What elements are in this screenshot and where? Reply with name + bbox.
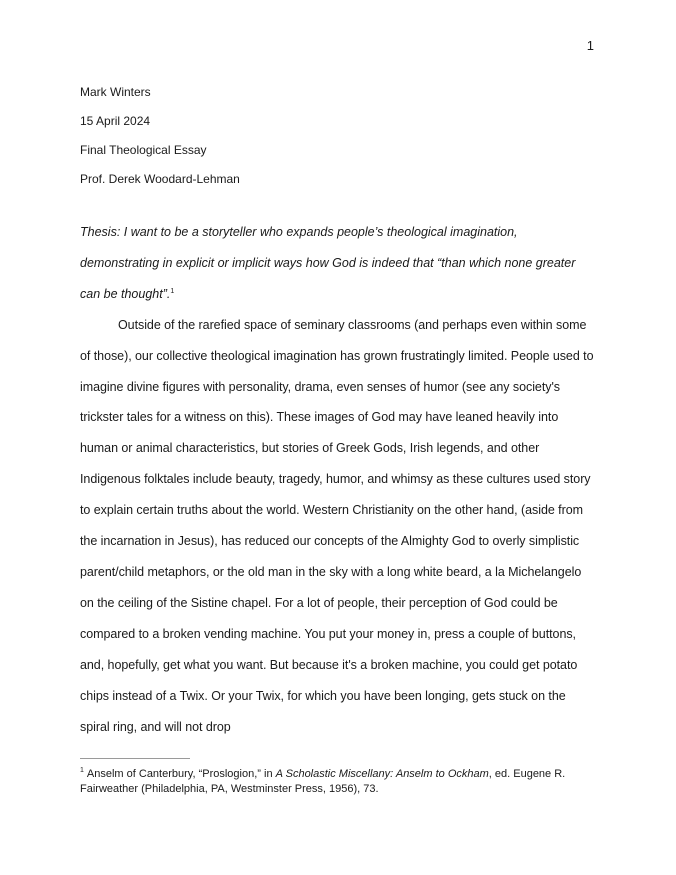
author-name: Mark Winters bbox=[80, 85, 151, 99]
footnote-number: 1 bbox=[80, 767, 84, 775]
footnote-separator bbox=[80, 758, 190, 759]
professor-name: Prof. Derek Woodard-Lehman bbox=[80, 172, 240, 186]
footnote-reference[interactable]: 1 bbox=[170, 287, 175, 295]
essay-title: Final Theological Essay bbox=[80, 143, 207, 157]
footnote bbox=[80, 767, 600, 797]
page-number: 1 bbox=[586, 38, 594, 53]
essay-header bbox=[80, 78, 600, 194]
essay-body bbox=[80, 217, 598, 742]
thesis-text: Thesis: I want to be a storyteller who expands people’s theological imagination, demonstrating in explicit or implicit ways how God is indeed that “than which none greater can be thought”. bbox=[80, 225, 576, 301]
body-paragraph: Outside of the rarefied space of seminary classrooms (and perhaps even within some of those), our collective theological imagination has grown frustratingly limited. People used to imagine divine figures with personality, drama, even senses of humor (see any society's trickster tales for a witness on this). These images of God may have leaned heavily into human or animal characteristics, but stories of Greek Gods, Irish legends, and other Indigenous folktales include beauty, tragedy, humor, and whimsy as these cultures used story to explain certain truths about the world. Western Christianity on the other hand, (aside from the incarnation in Jesus), has reduced our concepts of the Almighty God to overly simplistic parent/child metaphors, or the old man in the sky with a long white beard, a la Michelangelo on the ceiling of the Sistine chapel. For a lot of people, their perception of God could be compared to a broken vending machine. You put your money in, press a couple of buttons, and, hopefully, get what you want. But because it's a broken machine, you could get potato chips instead of a Twix. Or your Twix, for which you have been longing, gets stuck on the spiral ring, and will not drop bbox=[80, 317, 594, 734]
thesis-statement bbox=[80, 217, 598, 310]
essay-date: 15 April 2024 bbox=[80, 114, 151, 128]
footnote-text-post: , ed. Eugene R. Fairweather (Philadelphia, PA, Westminster Press, 1956), 73. bbox=[80, 768, 566, 795]
footnote-text-pre: Anselm of Canterbury, “Proslogion,” in bbox=[86, 768, 276, 780]
footnote-book-title: A Scholastic Miscellany: Anselm to Ockham bbox=[275, 768, 489, 780]
